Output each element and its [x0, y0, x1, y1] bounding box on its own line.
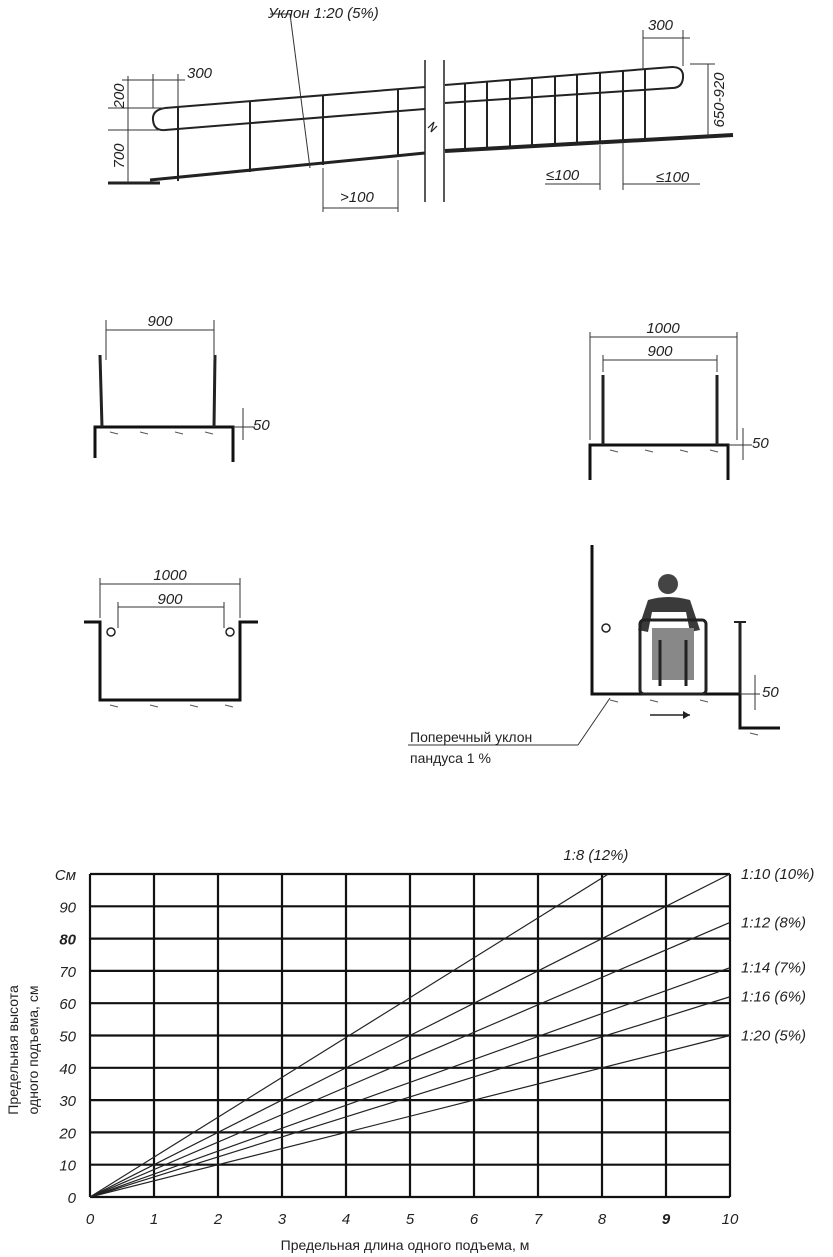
handrail-end-right [672, 67, 683, 88]
chart-x-axis-label: Предельная длина одного подъема, м [280, 1237, 530, 1253]
x-tick-label: 1 [149, 1211, 159, 1228]
ramp-slope-chart [5, 847, 814, 1253]
section-c [84, 567, 258, 707]
section-a-width: 900 [147, 313, 173, 330]
ramp-surface-right [445, 135, 733, 151]
section-c-outline [84, 622, 258, 700]
section-b-outer: 1000 [646, 320, 680, 337]
y-tick-label: 90 [59, 899, 76, 917]
dim-300-left: 300 [187, 65, 213, 82]
chart-y-ticks [55, 867, 77, 1207]
section-d-curb: 50 [762, 684, 779, 701]
section-a-curb: 50 [253, 417, 270, 434]
section-c-inner: 900 [157, 591, 183, 608]
lower-handrail-left [165, 109, 425, 130]
section-b-curb: 50 [752, 435, 769, 452]
y-tick-label: 60 [59, 996, 76, 1014]
section-a-post-right [214, 355, 215, 427]
section-b-inner: 900 [647, 343, 673, 360]
series-label: 1:10 (10%) [741, 866, 815, 883]
section-d-wall-rail [602, 624, 610, 632]
upper-handrail-left [165, 87, 425, 108]
section-d-note-line2: пандуса 1 % [410, 750, 491, 766]
x-tick-label: 2 [213, 1211, 223, 1228]
y-tick-label: 20 [59, 1125, 76, 1143]
ramp-surface-left [150, 153, 425, 180]
dim-200: 200 [111, 83, 128, 109]
y-unit-tick-label: См [54, 867, 76, 884]
handrail-end-left [153, 108, 165, 130]
section-c-rail-right [226, 628, 234, 636]
dim-700: 700 [111, 143, 128, 169]
series-label: 1:16 (6%) [741, 988, 807, 1006]
section-d-note-line1: Поперечный уклон [410, 729, 533, 745]
y-tick-label: 0 [67, 1190, 76, 1207]
x-tick-label: 7 [533, 1211, 543, 1228]
wheelchair-user-icon [638, 574, 706, 694]
y-tick-label: 30 [59, 1093, 76, 1111]
section-c-outer: 1000 [153, 567, 187, 584]
section-c-rail-left [107, 628, 115, 636]
section-b [590, 320, 769, 480]
break-symbol [428, 122, 437, 132]
chart-y-axis-label-line1: Предельная высота [5, 985, 21, 1115]
x-tick-label: 4 [341, 1211, 351, 1228]
lower-handrail-right [445, 88, 672, 103]
series-label: 1:12 (8%) [741, 914, 807, 932]
chart-y-axis-label-line2: одного подъема, см [25, 985, 41, 1115]
y-tick-label: 80 [59, 931, 76, 949]
section-a-outline [95, 427, 233, 462]
x-tick-label: 8 [597, 1211, 607, 1228]
y-tick-label: 10 [59, 1157, 76, 1175]
section-a-hatch [110, 432, 213, 434]
x-tick-label: 0 [85, 1211, 95, 1228]
x-tick-label: 9 [661, 1211, 671, 1228]
y-tick-label: 40 [59, 1060, 76, 1078]
y-tick-label: 50 [59, 1028, 76, 1046]
section-a-post-left [100, 355, 102, 427]
dim-gt100: >100 [340, 189, 374, 206]
series-label: 1:8 (12%) [563, 847, 629, 864]
upper-handrail-right [445, 67, 672, 85]
series-label: 1:20 (5%) [741, 1027, 807, 1045]
series-label: 1:14 (7%) [741, 959, 807, 977]
section-a [95, 313, 270, 462]
section-c-hatch [110, 705, 233, 707]
x-tick-label: 3 [277, 1211, 287, 1228]
slope-label: Уклон 1:20 (5%) [268, 5, 379, 22]
dim-le100-b: ≤100 [656, 169, 690, 186]
x-tick-label: 5 [405, 1211, 415, 1228]
dim-le100-a: ≤100 [546, 167, 580, 184]
dim-300-right: 300 [648, 17, 674, 34]
dim-650-920: 650-920 [711, 72, 728, 128]
chart-x-ticks [86, 1211, 739, 1228]
y-tick-label: 70 [59, 963, 76, 981]
x-tick-label: 10 [721, 1211, 739, 1228]
section-d [408, 545, 780, 766]
x-tick-label: 6 [469, 1211, 479, 1228]
ramp-elevation [108, 5, 733, 212]
section-b-hatch [610, 450, 718, 452]
